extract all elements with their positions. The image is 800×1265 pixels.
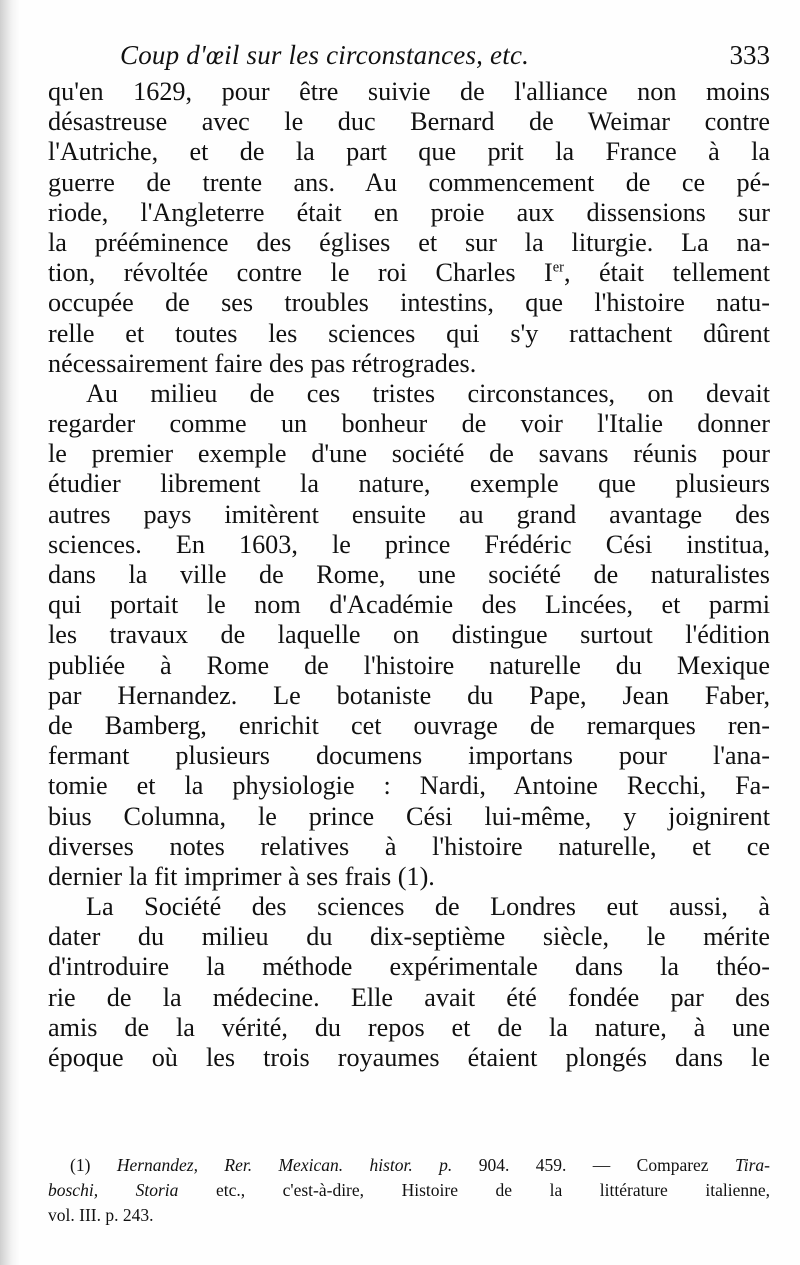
text-line: nécessairement faire des pas rétrogrades. <box>48 348 477 378</box>
running-title: Coup d'œil sur les circonstances, etc. <box>120 40 530 70</box>
text-line: diverses notes relatives à l'histoire naturelle, et ce <box>48 831 770 861</box>
superscript: er <box>552 259 564 276</box>
text-line: l'Autriche, et de la part que prit la France à la <box>48 137 770 167</box>
page-header <box>120 40 770 76</box>
footnote-marker: (1) <box>70 1155 117 1175</box>
text-line: sciences. En 1603, le prince Frédéric Cési institua, <box>48 529 770 559</box>
text-line: les travaux de laquelle on distingue surtout l'édition <box>48 620 770 650</box>
footnote-text: etc., c'est-à-dire, Histoire de la littérature italienne, <box>178 1180 770 1200</box>
footnote <box>48 1153 770 1228</box>
body-text <box>48 77 770 1073</box>
text-segment: , était tellement <box>563 258 771 288</box>
page-number: 333 <box>729 40 770 70</box>
text-line: désastreuse avec le duc Bernard de Weimar contre <box>48 107 770 137</box>
text-segment: tion, révoltée contre le roi Charles I <box>48 258 553 288</box>
text-line: époque où les trois royaumes étaient plongés dans le <box>48 1043 770 1072</box>
text-line: étudier librement la nature, exemple que plusieurs <box>48 469 770 499</box>
text-line: amis de la vérité, du repos et de la nature, à une <box>48 1012 770 1042</box>
paragraph-start-line: La Société des sciences de Londres eut aussi, à <box>86 892 770 922</box>
page-gutter-shadow <box>0 0 20 1265</box>
text-line: qu'en 1629, pour être suivie de l'alliance non moins <box>48 77 770 106</box>
text-line <box>48 258 770 288</box>
footnote-citation: boschi, Storia <box>48 1180 179 1200</box>
text-line: qui portait le nom d'Académie des Lincées, et parmi <box>48 590 770 620</box>
text-line: par Hernandez. Le botaniste du Pape, Jean Faber, <box>48 680 770 710</box>
text-line: relle et toutes les sciences qui s'y rattachent dûrent <box>48 318 770 348</box>
paragraph-start-line: Au milieu de ces tristes circonstances, on devait <box>86 378 770 408</box>
text-line: rie de la médecine. Elle avait été fondée par des <box>48 982 770 1012</box>
text-line: bius Columna, le prince Cési lui-même, y joignirent <box>48 801 770 831</box>
footnote-line <box>48 1153 770 1178</box>
footnote-citation: Tira- <box>734 1155 770 1175</box>
text-line: autres pays imitèrent ensuite au grand avantage des <box>48 499 770 529</box>
text-line: guerre de trente ans. Au commencement de ce pé- <box>48 167 770 197</box>
text-line: occupée de ses troubles intestins, que l'histoire natu- <box>48 288 770 318</box>
text-line: fermant plusieurs documens importans pour l'ana- <box>48 741 770 771</box>
footnote-text: 904. 459. — Comparez <box>452 1155 735 1175</box>
text-line: regarder comme un bonheur de voir l'Italie donner <box>48 409 770 439</box>
text-line: dater du milieu du dix-septième siècle, le mérite <box>48 922 770 952</box>
text-line: publiée à Rome de l'histoire naturelle du Mexique <box>48 650 770 680</box>
text-line: le premier exemple d'une société de savans réunis pour <box>48 439 770 469</box>
text-line: dans la ville de Rome, une société de naturalistes <box>48 560 770 589</box>
text-line: d'introduire la méthode expérimentale dans la théo- <box>48 952 770 982</box>
footnote-citation: Hernandez, Rer. Mexican. histor. p. <box>116 1155 453 1175</box>
text-line: tomie et la physiologie : Nardi, Antoine Recchi, Fa- <box>48 771 770 801</box>
footnote-line: vol. III. p. 243. <box>48 1205 154 1225</box>
text-line: dernier la fit imprimer à ses frais (1). <box>48 861 435 891</box>
text-line: de Bamberg, enrichit cet ouvrage de remarques ren- <box>48 710 770 740</box>
footnote-line <box>48 1178 770 1203</box>
text-line: riode, l'Angleterre était en proie aux dissensions sur <box>48 197 770 227</box>
text-line: la prééminence des églises et sur la liturgie. La na- <box>48 227 770 257</box>
